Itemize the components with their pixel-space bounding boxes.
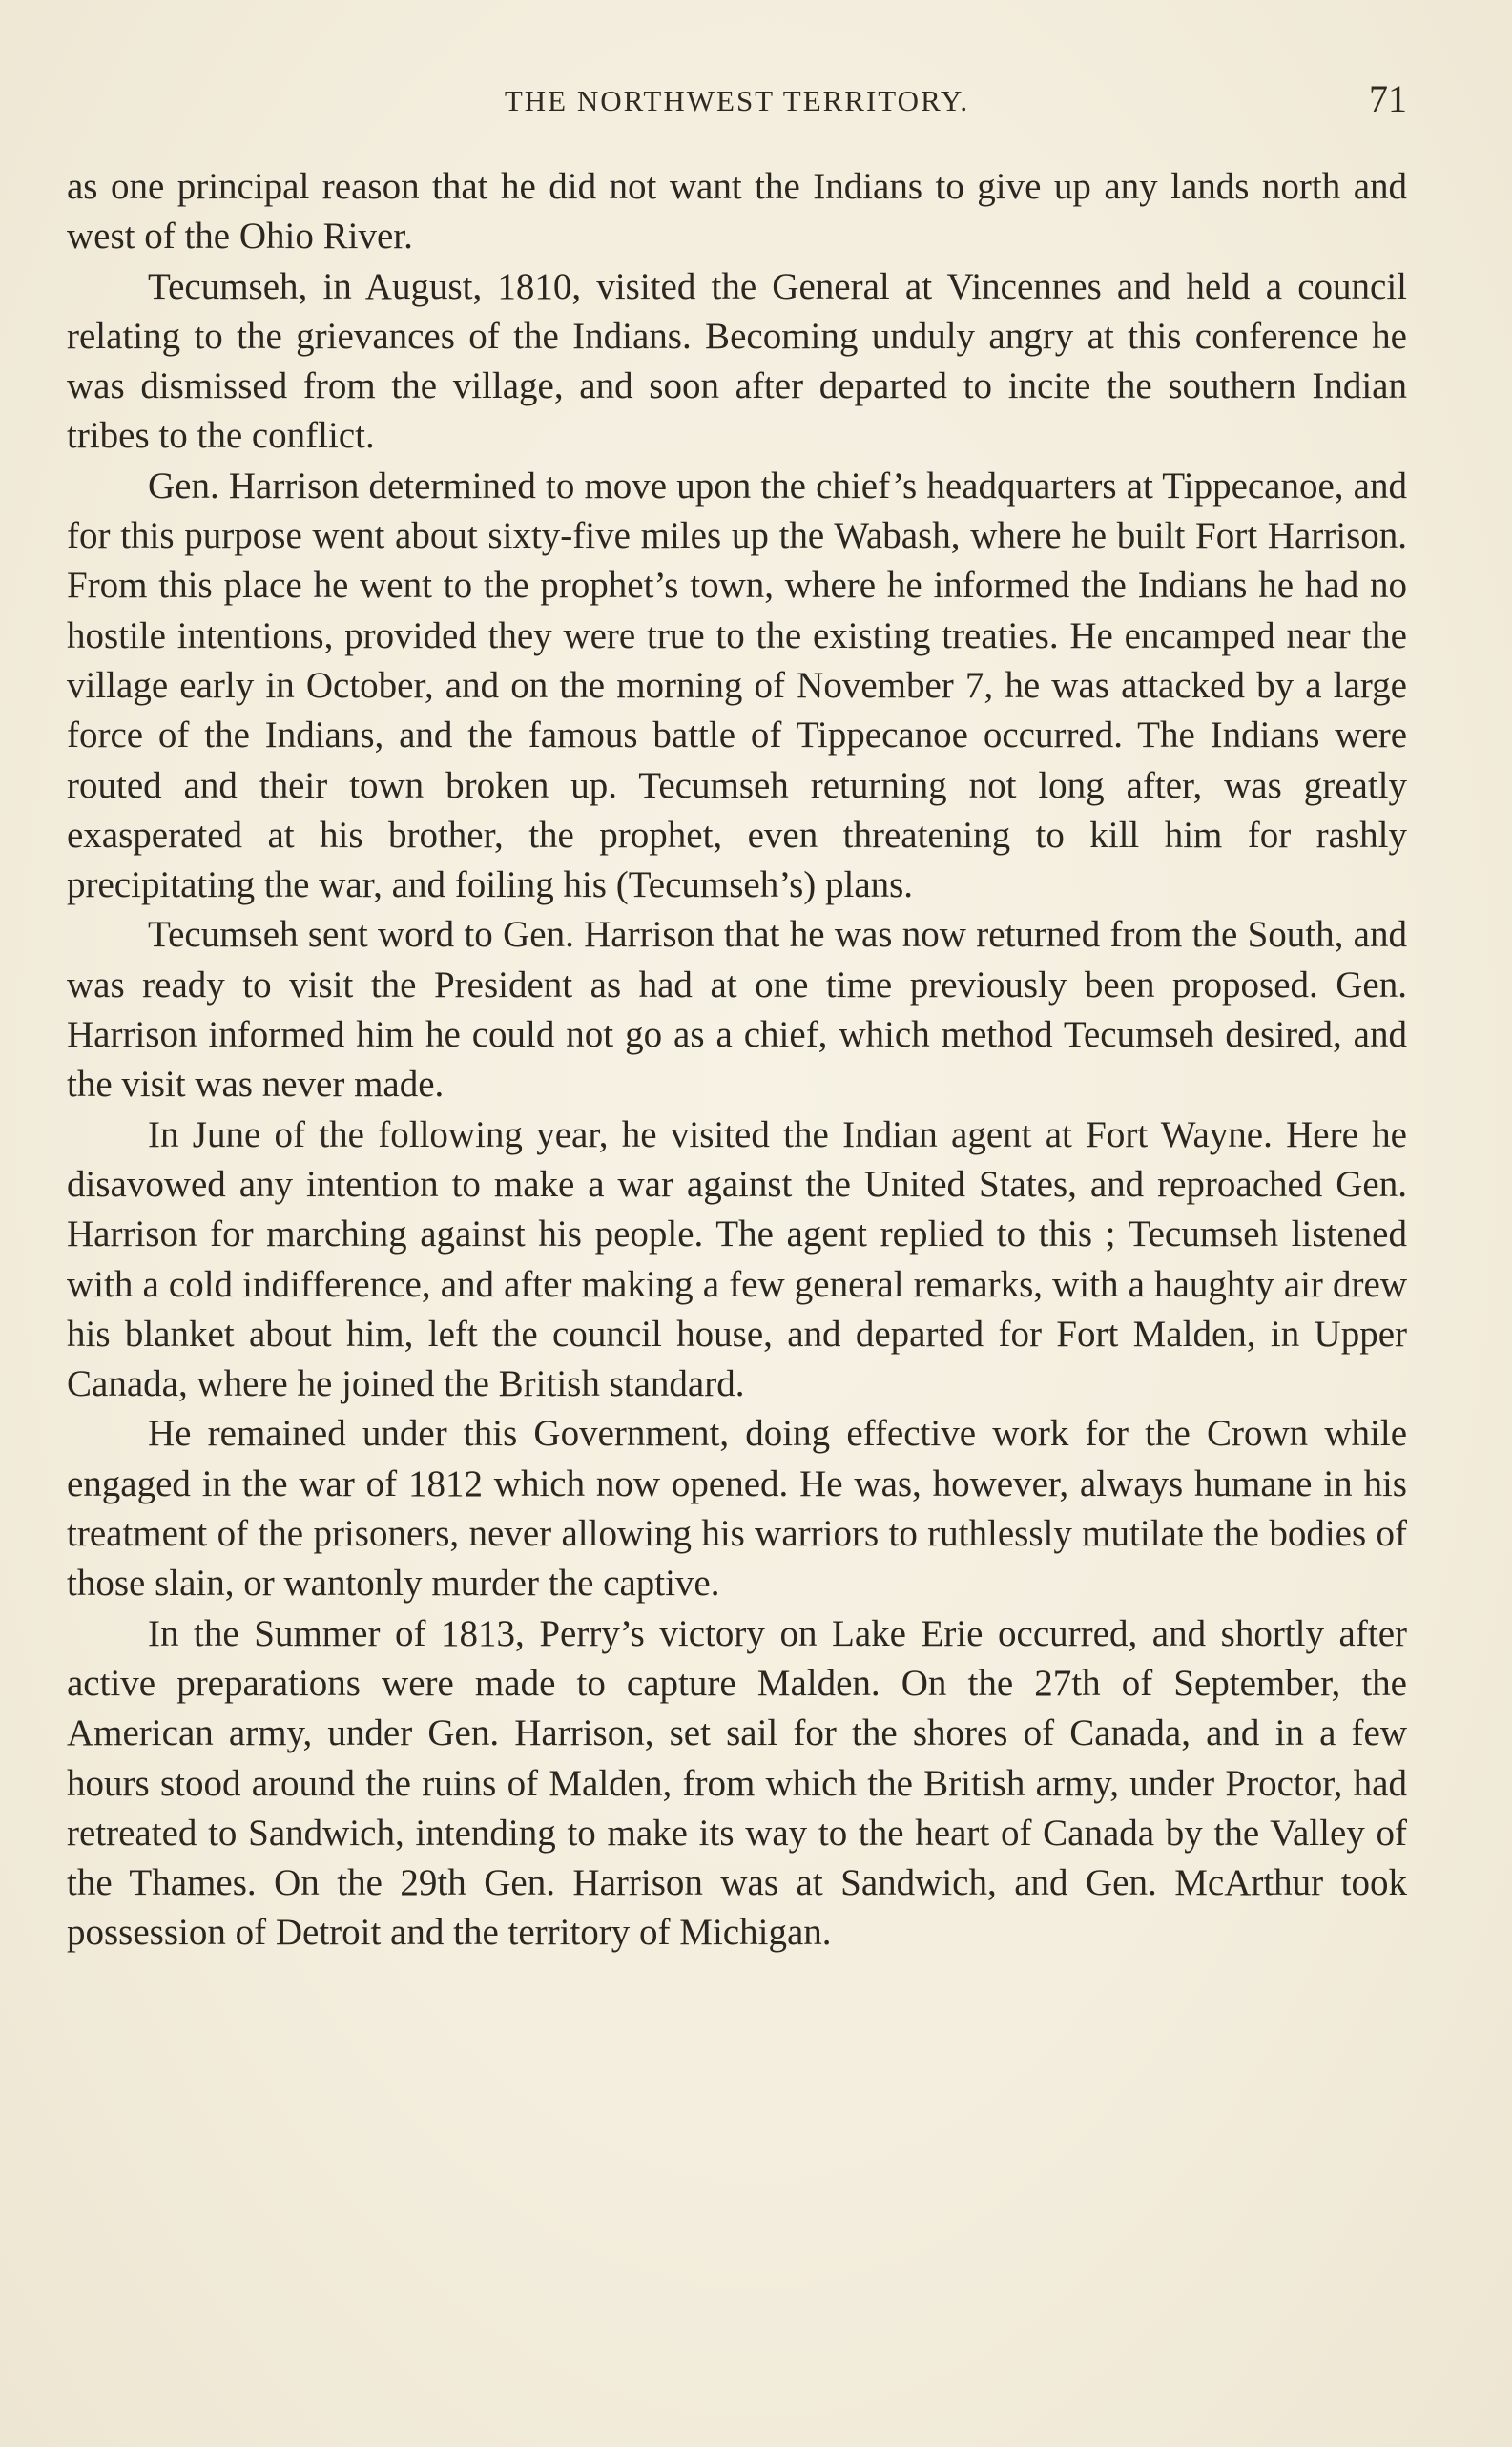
paragraph-6: He remained under this Government, doing effective work for the Crown while engaged in the war of 1812 which now opened. He was, however, always humane in his treatment of the prisoners, never allowing his warriors to ruthlessly mutilate the bodies of those slain, or wantonly murder the captive. [67, 1413, 1407, 1605]
paragraph-2: Tecumseh, in August, 1810, visited the General at Vincennes and held a council relating to the grievances of the Indians. Becoming unduly angry at this conference he was dismissed from the village, and soon after departed to incite the southern Indian tribes to the conflict. [67, 265, 1407, 457]
paragraph-7: In the Summer of 1813, Perry’s victory on Lake Erie occurred, and shortly after active preparations were made to capture Malden. On the 27th of September, the American army, under Gen. Harrison, set sail for the shores of Canada, and in a few hours stood around the ruins of Malden, from which the British army, under Proctor, had retreated to Sandwich, intending to make its way to the heart of Canada by the Valley of the Thames. On the 29th Gen. Harrison was at Sandwich, and Gen. McArthur took possession of Detroit and the territory of Michigan. [67, 1612, 1407, 1954]
page-number: 71 [1369, 77, 1407, 120]
paragraph-1: as one principal reason that he did not want the Indians to give up any lands north and west of the Ohio River. [67, 166, 1407, 258]
page-header [67, 74, 1407, 128]
paragraph-4: Tecumseh sent word to Gen. Harrison that he was now returned from the South, and was ready to visit the President as had at one time previously been proposed. Gen. Harrison informed him he could not go as a chief, which method Tecumseh desired, and the visit was never made. [67, 914, 1407, 1106]
body-text [67, 162, 1407, 1959]
paragraph-3: Gen. Harrison determined to move upon the chief’s headquarters at Tippecanoe, and for this purpose went about sixty-five miles up the Wabash, where he built Fort Harrison. From this place he went to the prophet’s town, where he informed the Indians he had no hostile intentions, provided they were true to the existing treaties. He encamped near the village early in October, and on the morning of November 7, he was attacked by a large force of the Indians, and the famous battle of Tippecanoe occurred. The Indians were routed and their town broken up. Tecumseh returning not long after, was greatly exasperated at his brother, the prophet, even threatening to kill him for rashly precipitating the war, and foiling his (Tecumseh’s) plans. [67, 465, 1407, 906]
running-title: THE NORTHWEST TERRITORY. [504, 84, 970, 117]
paragraph-5: In June of the following year, he visited the Indian agent at Fort Wayne. Here he disavowed any intention to make a war against the United States, and reproached Gen. Harrison for marching against his people. The agent replied to this ; Tecumseh listened with a cold indifference, and after making a few general remarks, with a haughty air drew his blanket about him, left the council house, and departed for Fort Malden, in Upper Canada, where he joined the British standard. [67, 1113, 1407, 1405]
